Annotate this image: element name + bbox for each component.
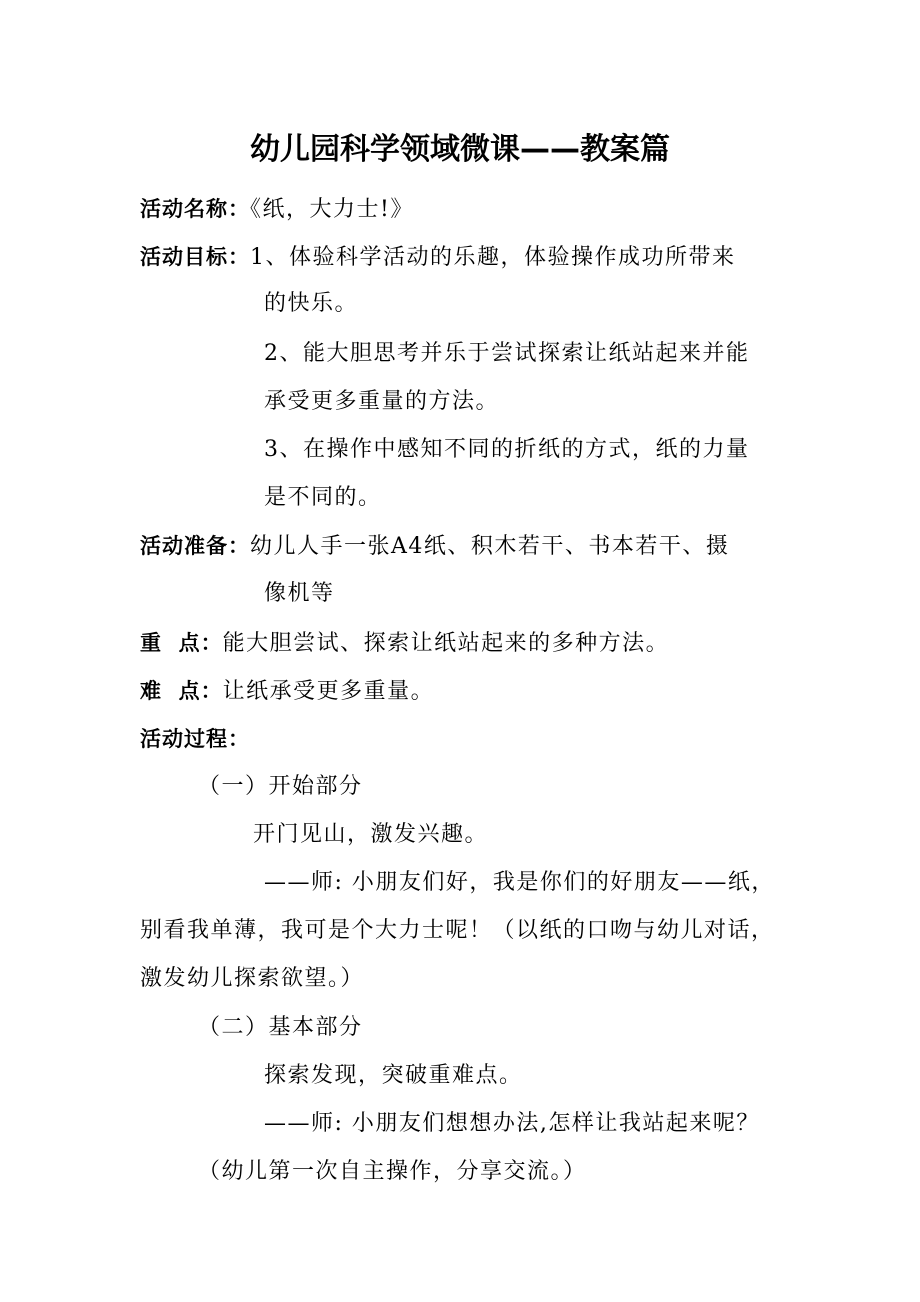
part2-subheading: 探索发现，突破重难点。 xyxy=(264,1063,523,1088)
difficulty-row xyxy=(140,675,434,708)
activity-goals-row xyxy=(140,241,736,274)
activity-prep-line2: 像机等 xyxy=(264,581,335,606)
key-point-label: 重 点： xyxy=(140,631,223,655)
part2-para-line1: ——师: 小朋友们想想办法,怎样让我站起来呢？ xyxy=(264,1111,760,1136)
activity-prep-line1: 幼儿人手一张A4纸、积木若干、书本若干、摄 xyxy=(250,534,730,559)
part2-para-line2: （幼儿第一次自主操作，分享交流。） xyxy=(198,1159,587,1184)
part1-para-line1: ——师: 小朋友们好，我是你们的好朋友——纸， xyxy=(264,870,775,895)
activity-prep-label: 活动准备： xyxy=(140,534,250,558)
key-point-value: 能大胆尝试、探索让纸站起来的多种方法。 xyxy=(222,631,670,656)
goal1-line2: 的快乐。 xyxy=(264,291,359,316)
goal3-line2: 是不同的。 xyxy=(264,485,382,510)
activity-prep-row xyxy=(140,530,729,563)
activity-name-value: 《纸，大力士!》 xyxy=(250,197,414,222)
difficulty-value: 让纸承受更多重量。 xyxy=(222,679,435,704)
document-title: 幼儿园科学领域微课——教案篇 xyxy=(250,132,670,167)
key-point-row xyxy=(140,627,669,660)
part1-subheading: 开门见山，激发兴趣。 xyxy=(253,822,489,847)
process-label-row xyxy=(140,723,250,756)
part2-heading: （二）基本部分 xyxy=(198,1015,363,1040)
goal2-line2: 承受更多重量的方法。 xyxy=(264,389,500,414)
part1-heading: （一）开始部分 xyxy=(198,774,363,799)
goal2-line1: 2、能大胆思考并乐于尝试探索让纸站起来并能 xyxy=(264,341,750,366)
activity-goals-label: 活动目标： xyxy=(140,245,250,269)
goal3-line1: 3、在操作中感知不同的折纸的方式，纸的力量 xyxy=(264,437,750,462)
part1-para-line2: 别看我单薄，我可是个大力士呢！（以纸的口吻与幼儿对话， xyxy=(140,918,775,943)
process-label: 活动过程： xyxy=(140,727,250,751)
goal1-line1: 1、体验科学活动的乐趣，体验操作成功所带来 xyxy=(250,245,736,270)
part1-para-line3: 激发幼儿探索欲望。） xyxy=(140,966,365,991)
activity-name-row xyxy=(140,193,414,226)
activity-name-label: 活动名称： xyxy=(140,197,250,221)
difficulty-label: 难 点： xyxy=(140,679,223,703)
